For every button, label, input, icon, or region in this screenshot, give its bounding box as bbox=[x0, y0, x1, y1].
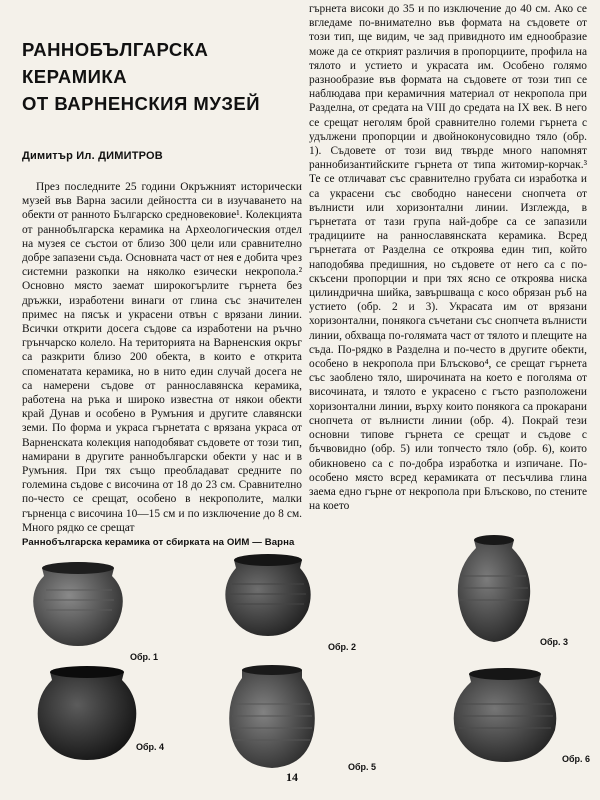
title-line-3: ОТ ВАРНЕНСКИЯ МУЗЕЙ bbox=[22, 93, 261, 114]
left-column-text: През последните 25 години Окръжният исторически музей във Варна засили дейността си в изучаването на обекти от ранното Българско средновековие¹. Колекцията от раннобългарска керамика на Археологическия отдел на музея се състои от близо 300 цели или сравнително добре запазени съда. Основната част от нея е добита чрез системни разкопки на няколко езически некропола.² Основно място заемат широкогърлите гърнета без дръжки, изработени винаги от глина със значителен примес на пясък и украсени отвън с врязани линии. Всички открити досега съдове са изработени на ръчно грънчарско колело. На територията на Варненския окръг са разкрити близо 200 обекта, в които е открита споменатата керамика, но в нито един случай досега не са намерени съдове от раннославянска керамика, работена на ръка и широко известна от някои обекти край Дунав и особено в Румъния и другите славянски земи. По форма и украса гърнетата с врязана украса от Варненската колекция наподобяват съдовете от този тип, намирани в другите раннобългарски обекти у нас и в Румъния. При тях също преобладават средните по големина съдове с височина от 18 до 23 см. Сравнително по-често се срещат, особено в некрополите, малки гърненца с височина 10—15 см и по изключение до 8 см. Много рядко се срещат bbox=[22, 181, 302, 534]
figure-label-4: Обр. 4 bbox=[136, 742, 165, 752]
author-name: Димитър Ил. ДИМИТРОВ bbox=[22, 150, 163, 162]
pot-photo-6 bbox=[445, 662, 565, 766]
title-line-1: РАННОБЪЛГАРСКА bbox=[22, 39, 209, 60]
title-line-2: КЕРАМИКА bbox=[22, 66, 128, 87]
article-title bbox=[22, 36, 302, 117]
pot-photo-5 bbox=[222, 660, 322, 772]
figure-label-3: Обр. 3 bbox=[540, 637, 569, 647]
page-number: 14 bbox=[286, 770, 298, 784]
figure-label-5: Обр. 5 bbox=[348, 762, 377, 772]
figure-caption: Раннобългарска керамика от сбирката на ОИМ — Варна bbox=[22, 537, 295, 548]
text-column-right bbox=[309, 2, 587, 513]
figure-label-6: Обр. 6 bbox=[562, 754, 591, 764]
pot-photo-2 bbox=[218, 548, 318, 640]
figure-label-2: Обр. 2 bbox=[328, 642, 357, 652]
text-column-left bbox=[22, 180, 302, 535]
pot-photo-4 bbox=[32, 660, 142, 764]
pot-photo-3 bbox=[452, 530, 536, 648]
figure-label-1: Обр. 1 bbox=[130, 652, 159, 662]
right-column-text: гърнета високи до 35 и по изключение до 40 см. Ако се вгледаме по-внимателно във формата на съдовете от този тип, ще видим, че зад привидното им еднообразие може да се открият различия в пропорциите, профила на тялото и устието и украсата им. Особено голямо разнообразие във формата на съдовете от този тип се наблюдава при керамичния материал от некропола при Разделна, от средата на VIII до средата на IX век. В него се срещат неголям брой сравнително големи гърнета с удължени пропорции и двойноконусовидно тяло (обр. 1). Съдовете от този вид твърде много напомнят раннобизантийските гърнета от типа житомир-корчак.³ Те се отличават със сравнително грубата си изработка и са украсени със свободно нанесени снопчета от вълнисти или хоризонтални линии. Изглежда, в гърнетата от тази група най-добре са се запазили традициите на раннославянската керамика. Всред гърнетата от Разделна се откроява един тип, който наподобява предишния, но съдовете от него са с по-скъсени пропорции и при тях ясно се откроява ниска цилиндрична шийка, завършваща с косо обрязан ръб на устието (обр. 2 и 3). Украсата им от врязани хоризонтални, понякога съчетани със снопчета вълнисти линии, обхваща по-голямата част от тялото и плещите на съда. По-рядко в Разделна и по-често в другите обекти, особено в некропола при Блъсково⁴, се срещат гърнета със заоблено тяло, широчината на което е поголяма от височината, и тялото е украсено с гъсто разположени хоризонтални линии, върху които понякога са прокарани снопчета от вълнисти линии (обр. 4). Покрай тези основни типове гърнета се срещат и съдове с бъчвовидно (обр. 5) или топчесто тяло (обр. 6), които обикновено са с по-добра изработка и изпичане. По-особено място всред керамиката от песъчлива глина заема едно гърне от некропола при Блъсково, по стените на което bbox=[309, 3, 587, 513]
pot-photo-1 bbox=[22, 550, 134, 650]
